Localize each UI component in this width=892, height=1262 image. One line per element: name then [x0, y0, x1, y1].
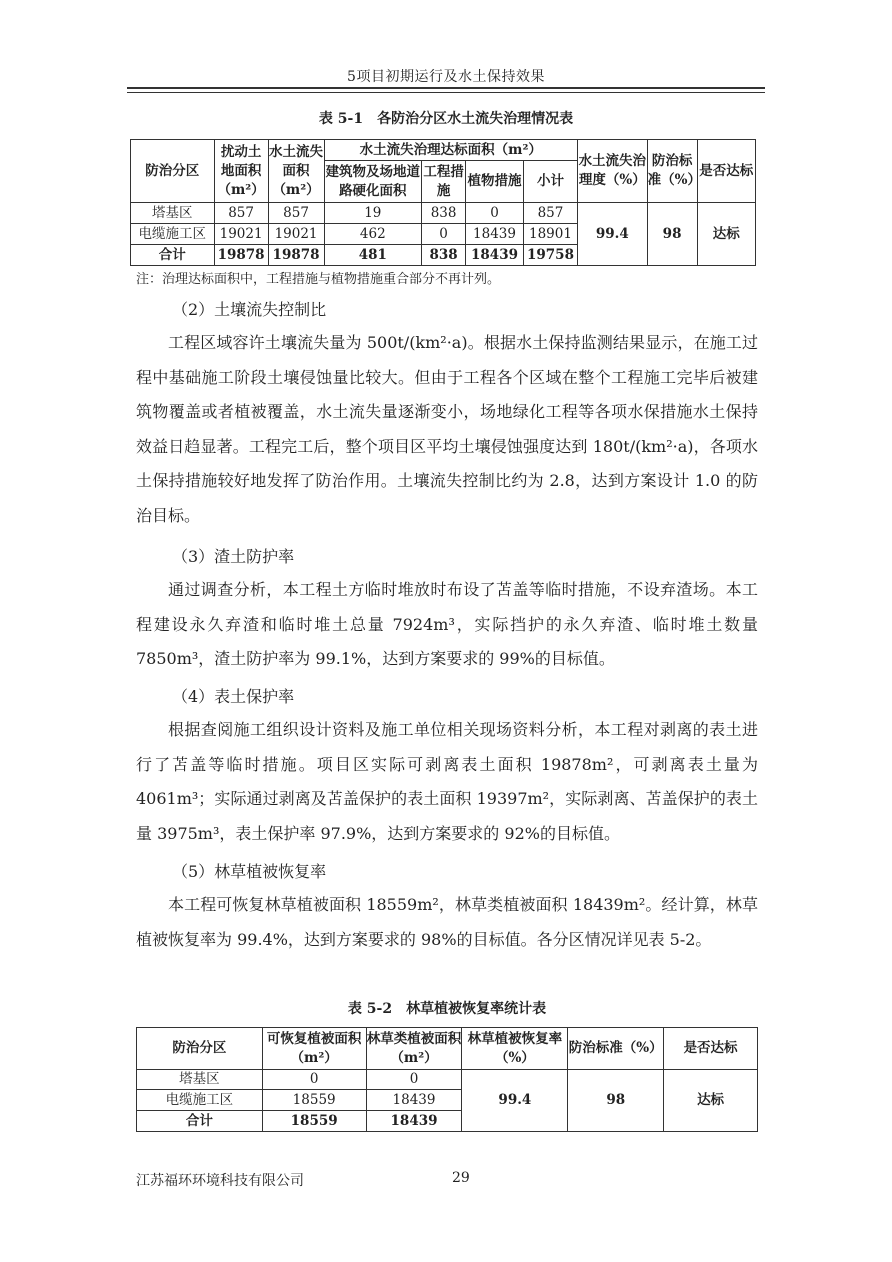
- t2-cell: 0: [366, 1070, 462, 1090]
- t1-h-build: 建筑物及场地道路硬化面积: [324, 161, 422, 203]
- t1-cell: 857: [523, 203, 577, 224]
- header-rule-thin: [127, 92, 765, 93]
- t1-total-cell: 合计: [131, 245, 215, 266]
- t2-total-cell: 合计: [137, 1111, 263, 1132]
- t2-std-value: 98: [568, 1070, 664, 1132]
- t1-total-cell: 18439: [466, 245, 524, 266]
- t2-h-grass: 林草类植被面积（m²）: [366, 1028, 462, 1070]
- t2-rate-value: 99.4: [462, 1070, 568, 1132]
- t1-total-cell: 19878: [268, 245, 324, 266]
- t1-cell: 462: [324, 224, 422, 245]
- section5-title: （5）林草植被恢复率: [172, 862, 327, 881]
- section3-title: （3）渣土防护率: [172, 547, 295, 566]
- t1-cell: 0: [466, 203, 524, 224]
- t2-ok-value: 达标: [664, 1070, 758, 1132]
- t1-h-ok: 是否达标: [697, 140, 755, 203]
- t1-cell: 电缆施工区: [131, 224, 215, 245]
- t1-h-std: 防治标准（%）: [647, 140, 697, 203]
- t1-h-veg: 植物措施: [466, 161, 524, 203]
- table2-caption: 表 5-2 林草植被恢复率统计表: [347, 1001, 547, 1017]
- t2-h-zone: 防治分区: [137, 1028, 263, 1070]
- t1-total-cell: 19878: [214, 245, 268, 266]
- section5-body: 本工程可恢复林草植被面积 18559m²，林草类植被面积 18439m²。经计算，林草植被恢复率为 99.4%，达到方案要求的 98%的目标值。各分区情况详见表 5-2。: [136, 895, 758, 949]
- header-rule: [127, 87, 765, 89]
- page-header: 5项目初期运行及水土保持效果: [347, 69, 545, 85]
- t1-cell: 18901: [523, 224, 577, 245]
- t2-cell: 18439: [366, 1090, 462, 1111]
- footer-company: 江苏福环环境科技有限公司: [136, 1173, 304, 1189]
- t1-cell: 0: [422, 224, 466, 245]
- table1-note: 注：治理达标面积中，工程措施与植物措施重合部分不再计列。: [136, 272, 501, 287]
- t2-h-recov: 可恢复植被面积（m²）: [262, 1028, 366, 1070]
- section2-body: 工程区域容许土壤流失量为 500t/(km²·a)。根据水土保持监测结果显示，在施工过程中基础施工阶段土壤侵蚀量比较大。但由于工程各个区域在整个工程施工完毕后被建筑物覆盖或者植被覆盖，水土流失量逐渐变小，场地绿化工程等各项水保措施水土保持效益日趋显著。工程完工后，整个项目区平均土壤侵蚀强度达到 180t/(km²·a)，各项水土保持措施较好地发挥了防治作用。土壤流失控制比约为 2.8，达到方案设计 1.0 的防治目标。: [136, 333, 758, 525]
- section4-body: 根据查阅施工组织设计资料及施工单位相关现场资料分析，本工程对剥离的表土进行了苫盖等临时措施。项目区实际可剥离表土面积 19878m²，可剥离表土量为 4061m³；实际通过剥离及苫盖保护的表土面积 19397m²，实际剥离、苫盖保护的表土量 3975m³，表土保护率 97.9%，达到方案要求的 92%的目标值。: [136, 720, 758, 843]
- section2-title: （2）土壤流失控制比: [172, 300, 327, 319]
- t1-std-value: 98: [647, 203, 697, 266]
- t1-cell: 18439: [466, 224, 524, 245]
- table1-right: [577, 139, 756, 266]
- t1-cell: 19: [324, 203, 422, 224]
- t1-cell: 19021: [214, 224, 268, 245]
- table1: [130, 139, 578, 266]
- t1-cell: 19021: [268, 224, 324, 245]
- t2-h-ok: 是否达标: [664, 1028, 758, 1070]
- t1-h-eng: 工程措施: [422, 161, 466, 203]
- section3-body: 通过调查分析，本工程土方临时堆放时布设了苫盖等临时措施，不设弃渣场。本工程建设永久弃渣和临时堆土总量 7924m³，实际挡护的永久弃渣、临时堆土数量 7850m³，渣土防护率为 99.1%，达到方案要求的 99%的目标值。: [136, 580, 758, 668]
- t1-cell: 857: [214, 203, 268, 224]
- t1-cell: 838: [422, 203, 466, 224]
- t2-cell: 0: [262, 1070, 366, 1090]
- t1-total-cell: 838: [422, 245, 466, 266]
- t1-h-group: 水土流失治理达标面积（m²）: [324, 140, 577, 161]
- t1-degree-value: 99.4: [578, 203, 648, 266]
- section4-title: （4）表土保护率: [172, 687, 295, 706]
- t2-cell: 塔基区: [137, 1070, 263, 1090]
- t1-total-cell: 19758: [523, 245, 577, 266]
- t2-total-cell: 18439: [366, 1111, 462, 1132]
- t1-total-cell: 481: [324, 245, 422, 266]
- t1-cell: 857: [268, 203, 324, 224]
- t1-h-degree: 水土流失治理度（%）: [578, 140, 648, 203]
- table1-caption: 表 5-1 各防治分区水土流失治理情况表: [318, 111, 574, 127]
- t2-total-cell: 18559: [262, 1111, 366, 1132]
- t1-ok-value: 达标: [697, 203, 755, 266]
- t1-h-sub: 小计: [523, 161, 577, 203]
- t2-cell: 18559: [262, 1090, 366, 1111]
- t2-h-std: 防治标准（%）: [568, 1028, 664, 1070]
- table2: [136, 1027, 758, 1132]
- t1-h-loss: 水土流失面积（m²）: [268, 140, 324, 203]
- page-number: 29: [452, 1170, 470, 1186]
- t2-h-rate: 林草植被恢复率（%）: [462, 1028, 568, 1070]
- t1-h-disturb: 扰动土地面积（m²）: [214, 140, 268, 203]
- t1-cell: 塔基区: [131, 203, 215, 224]
- t1-h-zone: 防治分区: [131, 140, 215, 203]
- t2-cell: 电缆施工区: [137, 1090, 263, 1111]
